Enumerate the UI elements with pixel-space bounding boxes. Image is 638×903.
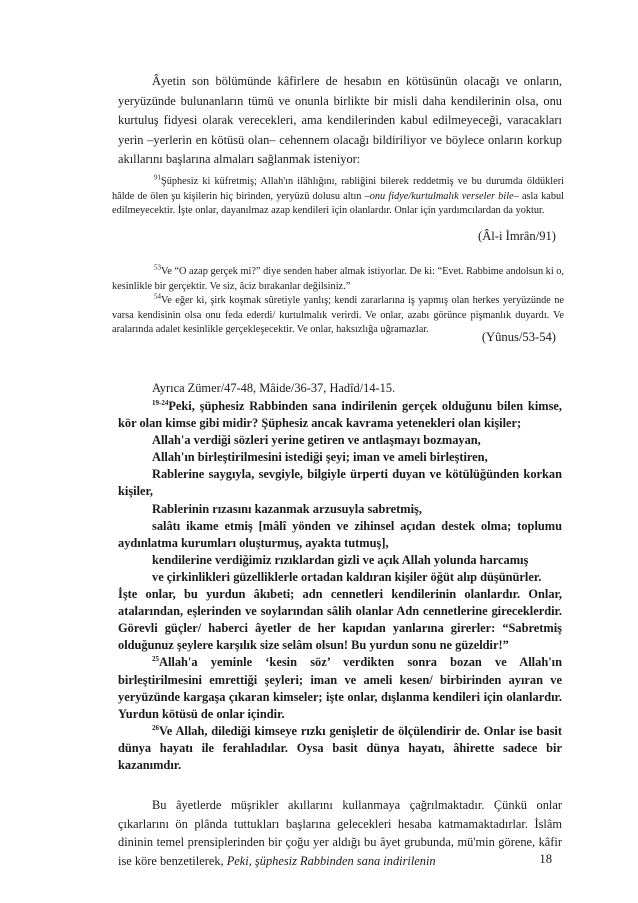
verse-line: Rablerine saygıyla, sevgiyle, bilgiyle ürperti duyan ve kötülüğünden korkan kişiler, (118, 467, 562, 499)
verse-paragraph: İşte onlar, bu yurdun âkıbeti; adn cennetleri kendilerinin olanlardır. Onlar, atalarından, eşlerinden ve soylarından sâlih olanlar Adn cennetlerine gireceklerdir. Görevli güçler/ haberci âyetler de her kapıdan yanlarına girerler: “Sabretmiş olduğunuz şeylere karşılık size selâm olsun! Bu yurdun sonu ne güzeldir!” (118, 587, 562, 653)
footnote-ali-imran-91: $^{91}$Şüphesiz ki küfretmiş; Allah'ın ilâhlığını, rabliğini bilerek reddetmiş ve bu durumda öldükleri hâlde de ölen şu kişilerin hiç birinden, yeryüzü dolusu altın –onu fidye/kurtulmalık verseler bile– asla kabul edilmeyecektir. İşte onlar, dayanılmaz azap kendileri için olanlardır. Onlar için yardımcılardan da yoktur. (112, 173, 564, 217)
verse-line: Allah'ın birleştirilmesini istediği şeyi; iman ve ameli birleştiren, (152, 450, 488, 465)
verse-number: 91 (154, 173, 161, 182)
verse-number: 25 (152, 655, 159, 664)
cross-reference-line: Ayrıca Zümer/47-48, Mâide/36-37, Hadîd/14-15. (152, 381, 396, 395)
intro-paragraph: Âyetin son bölümünde kâfirlere de hesabın en kötüsünün olacağı ve onların, yeryüzünde bulunanların tümü ve onunla birlikte bir misli daha kendilerinin olsa, onu kurtuluş fidyesi olarak verecekleri, ama kendilerinden kabul edilmeyeceği, varacakları yerin –yerlerin en kötüsü olan– cehennem olacağı bildiriliyor ve böylece onların korkup akıllarını başlarına almaları sağlanmak isteniyor: (118, 74, 562, 167)
verse-line: salâtı ikame etmiş [mâlî yönden ve zihinsel açıdan destek olma; toplumu aydınlatma kurumları oluşturmuş, ayakta tutmuş], (118, 518, 562, 550)
reference-yunus: (Yûnus/53-54) (481, 330, 556, 344)
footnote-yunus-53: $^{53}$Ve “O azap gerçek mi?” diye senden haber almak istiyorlar. De ki: “Evet. Rabbime andolsun ki o, kesinlikle bir gerçektir. Ve siz, âciz bırakanlar değilsiniz.” (112, 263, 564, 292)
verse-number: 19-24 (152, 398, 169, 407)
bold-verse-block (118, 398, 562, 774)
verse-number: 53 (154, 263, 161, 272)
closing-paragraph: Bu âyetlerde müşrikler akıllarını kullanmaya çağrılmaktadır. Çünkü onlar çıkarlarını ön plânda tuttukları başlarına gelecekleri hesaba katmamaktadırlar. İslâm dininin temel prensiplerinden bir çoğu yer aldığı bu âyet grubunda, mü'min görene, kâfir ise köre benzetilerek, Peki, şüphesiz Rabbinden sana indirilenin (118, 798, 562, 868)
reference-ali-imran: (Âl-i İmrân/91) (478, 229, 556, 243)
footnote-yunus-54: $^{54}$Ve eğer ki, şirk koşmak sûretiyle yanlış; kendi zararlarına iş yapmış olan herkes yeryüzünde ne varsa kendisinin olsa onu feda ederdi/ kurtulmalık verirdi. Ve onlar, azabı görünce pişmanlık duyardı. Ve aralarında adalet kesinlikle gerçekleşecektir. Ve onlar, haksızlığa uğramazlar. (112, 292, 564, 336)
verse-19-24-intro: $^{19-24}$Peki, şüphesiz Rabbinden sana indirilenin gerçek olduğunu bilen kimse, kör olan kimse gibi midir? Şüphesiz ancak kavrama yetenekleri olan kişiler; (118, 398, 562, 431)
verse-26: $^{26}$Ve Allah, dilediği kimseye rızkı genişletir de ölçülendirir de. Onlar ise basit dünya hayatı ile ferahladılar. Oysa basit dünya hayatı, âhirette sadece bir kazanımdır. (118, 723, 562, 772)
verse-line: Rablerinin rızasını kazanmak arzusuyla sabretmiş, (152, 501, 422, 516)
page-number: 18 (539, 852, 552, 866)
verse-line: kendilerine verdiğimiz rızıklardan gizli ve açık Allah yolunda harcamış (152, 552, 529, 567)
verse-line: Allah'a verdiği sözleri yerine getiren ve antlaşmayı bozmayan, (152, 433, 481, 448)
verse-number: 26 (152, 723, 159, 732)
verse-number: 54 (154, 292, 161, 301)
verse-line: ve çirkinlikleri güzelliklerle ortadan kaldıran kişiler öğüt alıp düşünürler. (152, 569, 542, 584)
verse-25: $^{25}$Allah'a yeminle ‘kesin söz’ verdikten sonra bozan ve Allah'ın birleştirilmesini emrettiği şeyleri; iman ve ameli kesen/ birbirinden ayıran ve yeryüzünde kargaşa çıkaran kimseler; işte onlar, dışlanma kendileri için olanlardır. Yurdun kötüsü de onlar içindir. (118, 655, 562, 721)
